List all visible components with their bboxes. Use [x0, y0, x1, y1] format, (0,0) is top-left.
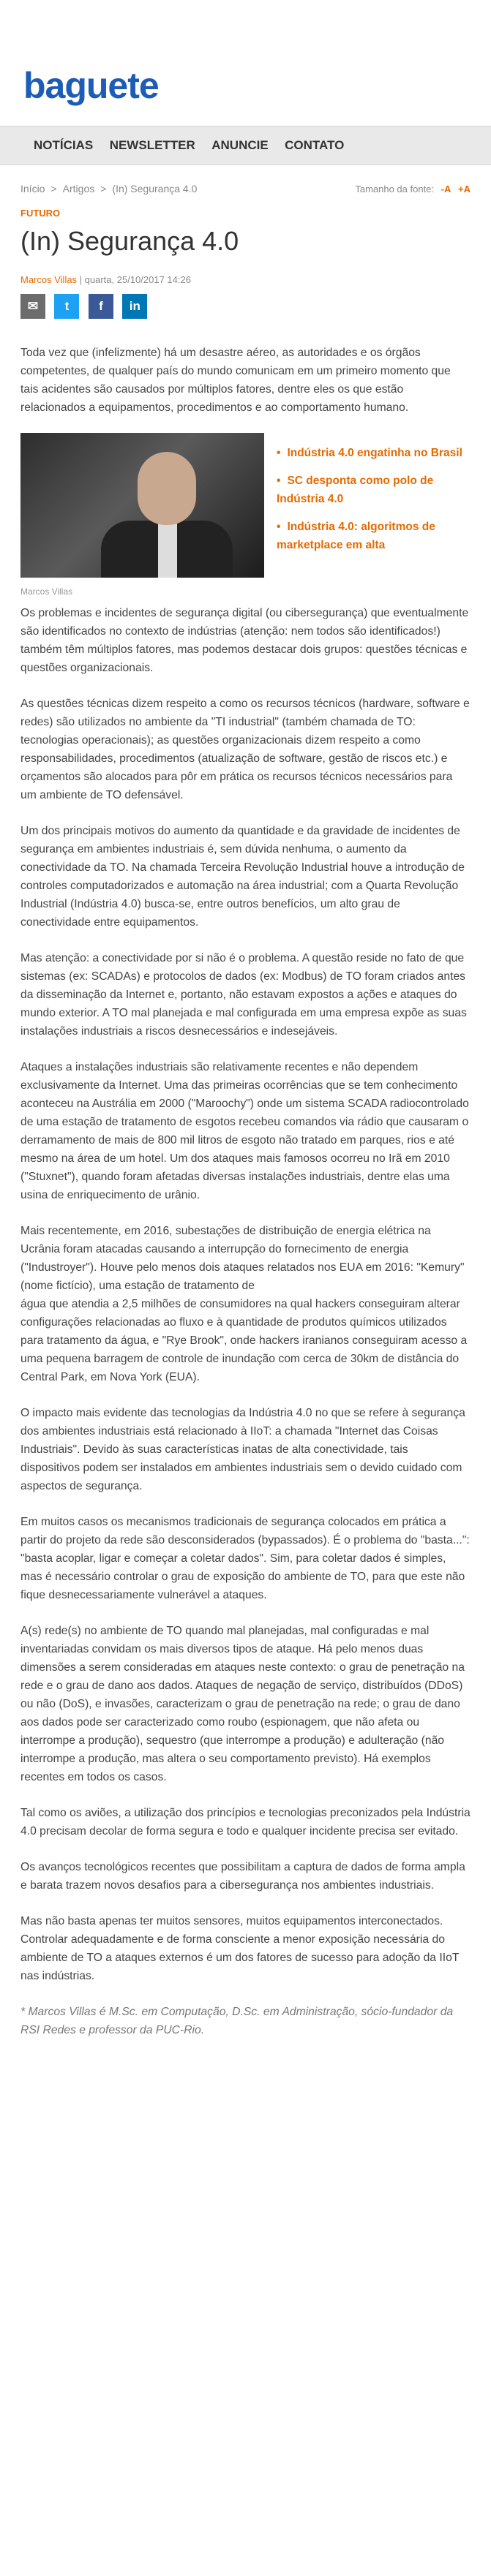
breadcrumb-artigos[interactable]: Artigos [62, 183, 95, 194]
article-title: (In) Segurança 4.0 [20, 226, 239, 256]
related-link[interactable]: • SC desponta como polo de Indústria 4.0 [277, 472, 471, 508]
related-link[interactable]: • Indústria 4.0: algoritmos de marketplace em alta [277, 518, 471, 554]
paragraph: água que atendia a 2,5 milhões de consumidores na qual hackers conseguiram alterar configurações relacionadas ao fluxo e à quantidade de produtos químicos utilizados para tratamento da água, e "Rye Brook", onde hackers iranianos conseguiram acesso a uma pequena barragem de controle de inundação com cerca de 30km de distância do Central Park, em Nova York (EUA). [20, 1298, 468, 1384]
paragraph: Toda vez que (infelizmente) há um desastre aéreo, as autoridades e os órgãos competentes, de qualquer país do mundo comunicam em um primeiro momento que tais acidentes são causados por múltiplos fatores, dentre eles os que estão relacionados a equipamentos, procedimentos e ao comportamento humano. [20, 347, 451, 415]
nav-noticias[interactable]: NOTÍCIAS [34, 138, 94, 152]
paragraph: Mas não basta apenas ter muitos sensores, muitos equipamentos interconectados. Controlar adequadamente e de forma consciente a menor exposição necessária do ambiente de TO a ataques externos é um dos fatores de sucesso para adoção da IIoT nas indústrias. [20, 1915, 460, 1983]
paragraph: As questões técnicas dizem respeito a como os recursos técnicos (hardware, software e redes) são utilizados no ambiente da "TI industrial" (também chamada de TO: tecnologias operacionais); as questões organizacionais dizem respeito a como responsabilidades, procedimentos (atualização de software, gestão de riscos etc.) e orçamentos são alocados para pôr em prática os recursos técnicos necessários para um ambiente de TO defensável. [20, 698, 470, 802]
article-body [20, 344, 471, 2039]
breadcrumb-separator: > [50, 183, 57, 194]
twitter-share-icon[interactable]: t [54, 294, 79, 319]
publish-date: | quarta, 25/10/2017 14:26 [77, 274, 191, 286]
related-link[interactable]: • Indústria 4.0 engatinha no Brasil [277, 444, 471, 462]
section-label[interactable]: FUTURO [20, 208, 61, 219]
facebook-share-icon[interactable]: f [89, 294, 113, 319]
author-link[interactable]: Marcos Villas [20, 274, 78, 286]
font-size-control [355, 184, 471, 194]
paragraph: Ataques a instalações industriais são relativamente recentes e não dependem exclusivamente da Internet. Uma das primeiras ocorrências que se tem conhecimento aconteceu na Austrália em 2000 ("Maroochy") onde um sistema SCADA radiocontrolado de uma estação de tratamento de esgotos recebeu comandos via rádio que causaram o derramamento de mais de 800 mil litros de esgoto não tratado em parques, rios e até mesmo na área de um hotel. Um dos ataques mais famosos ocorreu no Irã em 2010 ("Stuxnet"), quando foram afetadas diversas instalações industriais, dentre elas uma usina de enriquecimento de urânio. [20, 1061, 469, 1202]
font-increase-button[interactable]: +A [458, 184, 471, 194]
nav-newsletter[interactable]: NEWSLETTER [109, 138, 195, 152]
paragraph: Em muitos casos os mecanismos tradicionais de segurança colocados em prática a partir do projeto da rede são desconsiderados (bypassados). É o problema do "basta...": "basta acoplar, ligar e começar a coletar dados". Sim, para coletar dados é simples, mas é necessário controlar o grau de exposição do ambiente de TO, para que este não fique desnecessariamente vulnerável a ataques. [20, 1516, 470, 1602]
figure-row [20, 433, 471, 604]
email-share-icon[interactable]: ✉ [20, 294, 45, 319]
paragraph: Os problemas e incidentes de segurança digital (ou cibersegurança) que eventualmente são identificados no contexto de indústrias (atenção: nem todos são identificados!) também têm múltiplos fatores, mas podemos destacar dois grupos: questões técnicas e questões organizacionais. [20, 607, 469, 675]
related-links [277, 444, 471, 564]
paragraph: Um dos principais motivos do aumento da quantidade e da gravidade de incidentes de segurança em ambientes industriais é, sem dúvida nenhuma, o aumento da conectividade da TO. Na chamada Terceira Revolução Industrial houve a introdução de controles computadorizados e automação na área industrial; com a Quarta Revolução Industrial (Indústria 4.0) busca-se, entre outros benefícios, um alto grau de conectividade entre equipamentos. [20, 825, 465, 929]
paragraph: Os avanços tecnológicos recentes que possibilitam a captura de dados de forma ampla e barata trazem novos desafios para a cibersegurança nos ambientes industriais. [20, 1861, 465, 1892]
breadcrumb-home[interactable]: Início [20, 183, 45, 194]
byline [20, 274, 471, 285]
nav-contato[interactable]: CONTATO [285, 138, 345, 152]
font-size-label: Tamanho da fonte: [355, 184, 435, 194]
paragraph: Mais recentemente, em 2016, subestações de distribuição de energia elétrica na Ucrânia foram atacadas causando a interrupção do fornecimento de energia ("Industroyer"). Houve pelo menos dois ataques relatados nos EUA em 2016: "Kemury" (nome fictício), uma estação de tratamento de [20, 1225, 465, 1293]
font-decrease-button[interactable]: -A [441, 184, 451, 194]
author-footnote: * Marcos Villas é M.Sc. em Computação, D.Sc. em Administração, sócio-fundador da RSI Redes e professor da PUC-Rio. [20, 2006, 454, 2037]
breadcrumb-current: (In) Segurança 4.0 [112, 183, 198, 194]
nav-anuncie[interactable]: ANUNCIE [211, 138, 269, 152]
paragraph: Tal como os aviões, a utilização dos princípios e tecnologias preconizados pela Indústria 4.0 precisam decolar de forma segura e todo e qualquer incidente precisa ser evitado. [20, 1807, 471, 1838]
baguete-logo[interactable]: baguete [23, 65, 159, 106]
main-nav [0, 126, 491, 165]
share-bar [20, 294, 471, 319]
paragraph: A(s) rede(s) no ambiente de TO quando mal planejadas, mal configuradas e mal inventariadas convidam os mais diversos tipos de ataque. Há pelo menos duas dimensões a serem consideradas em ataques neste contexto: o grau de penetração na rede e o grau de dano aos dados. Ataques de negação de serviço, distribuídos (DDoS) ou não (DoS), e invasões, caracterizam o grau de penetração na rede; o grau de dano aos dados pode ser caracterizado como roubo (espionagem, que não afeta ou interrompe a produção), sequestro (que interrompe a produção) e adulteração (não interrompe a produção, mas altera o seu comportamento previsto). Há exemplos recentes em todos os casos. [20, 1625, 465, 1784]
linkedin-share-icon[interactable]: in [122, 294, 147, 319]
paragraph: O impacto mais evidente das tecnologias da Indústria 4.0 no que se refere à segurança dos ambientes industriais está relacionado à IIoT: a chamada "Internet das Coisas Industriais". Devido às suas características inatas de alta conectividade, tais dispositivos podem ser instalados em ambientes industriais sem o devido cuidado com aspectos de segurança. [20, 1407, 465, 1493]
photo-caption: Marcos Villas [20, 586, 73, 597]
article-container [20, 183, 471, 2057]
breadcrumb-separator: > [100, 183, 107, 194]
paragraph: Mas atenção: a conectividade por si não é o problema. A questão reside no fato de que sistemas (ex: SCADAs) e protocolos de dados (ex: Modbus) de TO foram criados antes da disseminação da Internet e, portanto, não estavam expostos a ações e ataques do mundo exterior. A TO mal planejada e mal configurada em uma empresa expõe as suas instalações industriais a riscos desnecessários e indesejáveis. [20, 952, 467, 1038]
author-photo [20, 433, 264, 578]
site-header [0, 0, 491, 124]
